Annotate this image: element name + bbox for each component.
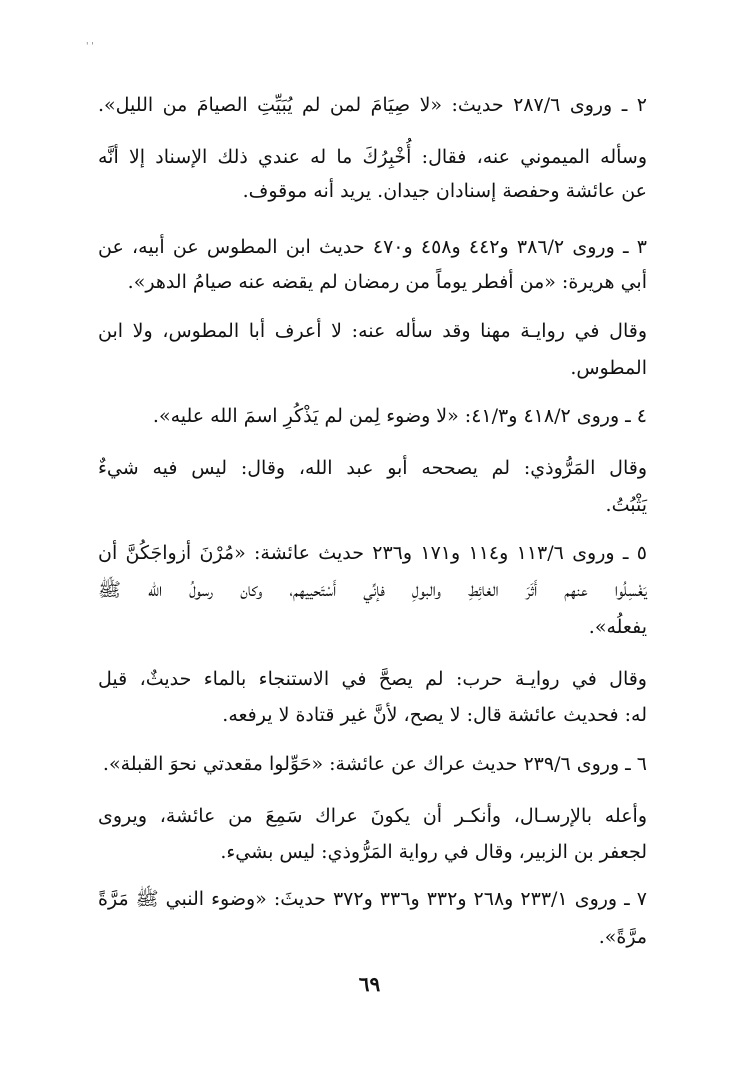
text-line: له: فحديث عائشة قال: لا يصح، لأنَّ غير قتادة لا يرفعه. bbox=[222, 704, 647, 726]
text-line: مرَّةً». bbox=[598, 926, 647, 948]
text-line: ٤ ـ وروى ٤١٨/٢ و٤١/٣: «لا وضوء لِمن لم يَذْكُرِ اسمَ الله عليه». bbox=[152, 405, 647, 427]
text-line: وقال في روايـة مهنا وقد سأله عنه: لا أعرف أبا المطوس، ولا ابن bbox=[98, 320, 647, 342]
text-line: وأعله بالإرسـال، وأنكـر أن يكونَ عراك سَمِعَ من عائشة، ويروى bbox=[98, 805, 647, 827]
text-line: المطوس. bbox=[570, 357, 647, 379]
text-line: ٢ ـ وروى ٢٨٧/٦ حديث: «لا صِيَامَ لمن لم يُبَيِّتِ الصيامَ من الليل». bbox=[98, 94, 647, 116]
text-line: ٣ ـ وروى ٣٨٦/٢ و٤٤٢ و٤٥٨ و٤٧٠ حديث ابن المطوس عن أبيه، عن bbox=[98, 236, 647, 258]
text-line: وقال في روايـة حرب: لم يصحَّ في الاستنجاء بالماء حديثٌ، قيل bbox=[98, 668, 647, 690]
text-line: ٧ ـ وروى ٢٣٣/١ و٢٦٨ و٣٣٢ و٣٣٦ و٣٧٢ حديثَ: «وضوء النبي ﷺ مَرَّةً bbox=[98, 888, 647, 910]
text-line: أبي هريرة: «من أفطر يوماً من رمضان لم يقضه عنه صيامُ الدهر». bbox=[127, 271, 647, 293]
text-line: لجعفر بن الزبير، وقال في رواية المَرُّوذي: ليس بشيء. bbox=[220, 841, 647, 863]
text-line: وقال المَرُّوذي: لم يصححه أبو عبد الله، وقال: ليس فيه شيءٌ bbox=[98, 457, 647, 479]
text-line: عن عائشة وحفصة إسنادان جيدان. يريد أنه موقوف. bbox=[242, 180, 647, 202]
scan-mark: ' ' bbox=[86, 42, 94, 52]
text-line: يَغْسِلُوا عنهم أَثَرَ الغائِطِ والبولِ فإنِّي أَسْتَحييهم، وكان رسولُ الله ﷺ bbox=[98, 579, 647, 601]
page-number: ٦٩ bbox=[358, 972, 381, 996]
text-line: وسأله الميموني عنه، فقال: أُخْبِرُكَ ما له عندي ذلك الإسناد إلا أنَّه bbox=[98, 146, 647, 168]
text-line: يَثْبُتُ. bbox=[605, 494, 647, 516]
text-line: يفعلُه». bbox=[588, 616, 647, 638]
text-line: ٥ ـ وروى ١١٣/٦ و١١٤ و١٧١ و٢٣٦ حديث عائشة: «مُرْنَ أزواجَكُنَّ أن bbox=[98, 542, 647, 564]
text-line: ٦ ـ وروى ٢٣٩/٦ حديث عراك عن عائشة: «حَوِّلوا مقعدتي نحوَ القبلة». bbox=[102, 753, 647, 775]
